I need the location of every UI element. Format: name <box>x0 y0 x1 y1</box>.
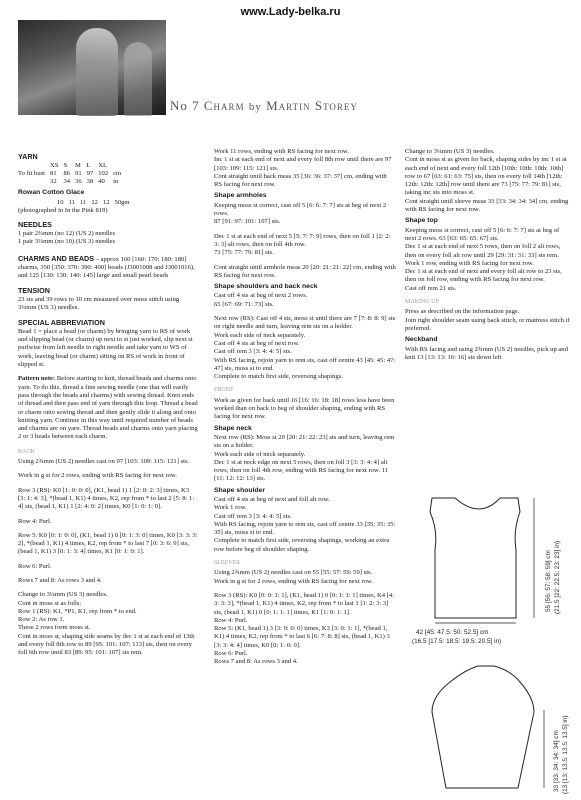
body-diagram <box>410 490 575 650</box>
balls-cell <box>18 199 57 207</box>
col2-p25: Complete to match first side, reversing shapings, working an extra row before beg of shoulder shaping. <box>214 537 390 553</box>
charms-block <box>18 255 198 281</box>
charms-text: – approx 160 [160: 170: 180: 180] charms, 350 [350: 370: 390: 400] beads (J3001008 and J3001016), and 125 [130: 130: 140: 145] large and small pearl beads <box>18 255 195 280</box>
model-figure <box>76 28 118 116</box>
size-cell <box>18 162 50 170</box>
body-length-in-label: (21.5 [22: 22.5: 23: 23] in) <box>554 540 561 614</box>
back-row4: Row 4: Purl. <box>18 517 52 525</box>
col2-p17: Work as given for back until 16 [16: 16: 18: 18] rows less have been worked than on back to beg of shoulder shaping, ending with RS facing for next row. <box>214 396 395 421</box>
col3-p4: Keeping moss st correct, cast off 5 [6: 6: 7: 7] sts at beg of next 2 rows. 63 [63: 65: 65: 67] sts. <box>405 226 560 242</box>
col3-p9: Press as described on the information page. <box>405 308 520 316</box>
sleeve-row5: Row 5: (K1, bead 1) 3 [3: 0: 0: 0] times, K3 [3: 0: 1: 1], *(bead 1, K1) 4 times, K2, rep from * to last 6 [6: 7: 8: 8] sts, (bead 1, K1) 3 [3: 3: 4: 4] times, K0 [0: 1: 0: 0]. <box>214 625 390 649</box>
fit-cell: 102 <box>98 170 109 178</box>
col3-p11: With RS facing and using 2¾mm (US 2) needles, pick up and knit 13 [13: 13: 16: 16] sts down left <box>405 345 568 361</box>
col3-p7: Dec 1 st at each end of next and every foll alt row to 23 sts, then on foll row, ending with RS facing for next row. <box>405 268 562 284</box>
col2-p26: Using 2¾mm (US 2) needles cast on 55 [55: 57: 59: 59] sts. <box>214 569 373 577</box>
sleeve-row4: Row 4: Purl. <box>214 616 248 624</box>
col2-p1: Work 11 rows, ending with RS facing for next row. <box>214 148 349 155</box>
yarn-name: Rowan Cotton Glace <box>18 189 85 197</box>
special-text: Bead 1 = place a bead (or charm) by bringing yarn to RS of work and slipping bead (or charm) up next to st just worked, slip next st purlwise from left needle to right needle and take yarn to WS of work, leaving bead (or charm) sitting on RS of work in front of slipped st. <box>18 327 193 369</box>
col2-p16: Complete to match first side, reversing shapings. <box>214 373 343 381</box>
balls-row <box>18 199 135 207</box>
col2-p10: 65 [67: 69: 71: 73] sts. <box>214 300 274 308</box>
making-up-heading: MAKING UP <box>405 299 439 306</box>
special-heading: SPECIAL ABBREVIATION <box>18 317 105 327</box>
col2-p24: With RS facing, rejoin yarn to rem sts, cast off centre 33 [35: 35: 35: 35] sts, moss st to end. <box>214 520 396 537</box>
back-row3: Row 3 (RS): K0 [1: 0: 0: 0], (K1, bead 1) 1 [2: 0: 2: 3] times, K3 [3: 1: 4: 3], *(bead 1, K1) 4 times, K2, rep from * to last 2 [5: 8: 1: 4] sts, (bead 1, K1) 1 [2: 4: 0: 2] times, K0 [1: 0: 1: 0]. <box>18 486 195 511</box>
col3-p3: Cont straight until sleeve meas 33 [33: 34: 34: 34] cm, ending with RS facing for next row. <box>405 197 569 214</box>
balls-cell: 12 <box>102 198 110 206</box>
sleeve-outline <box>432 666 534 788</box>
site-url[interactable]: www.Lady-belka.ru <box>240 6 341 18</box>
back-heading: BACK <box>18 448 35 455</box>
col2-p4: Keeping moss st correct, cast off 5 [6: 6: 7: 7] sts at beg of next 2 rows. <box>214 201 387 218</box>
balls-cell: 12 <box>91 198 98 206</box>
col2-p13: Cast off 4 sts at beg of next row. <box>214 339 300 347</box>
tension-heading: TENSION <box>18 285 50 295</box>
fit-cell: 81 <box>50 170 57 178</box>
col3-p2: Cont in moss st as given for back, shaping sides by inc 1 st at each end of next and every foll 12th [10th: 10th: 10th: 10th] row to 67 [63: 61: 63: 75] sts, then on every foll 14th [12th: 12th: 12th: 12th] row until there are 73 [75: 77: 79: 81] sts, taking inc sts into moss st. <box>405 156 567 197</box>
armholes-heading: Shape armholes <box>214 192 267 200</box>
sleeve-top-heading: Shape top <box>405 217 438 225</box>
sleeves-heading: SLEEVES <box>214 560 240 567</box>
pattern-note-text: Before starting to knit, thread beads and charms onto yarn. To do this, thread a fine sewing needle (one that will easily pass through the beads and charms) with sewing thread. Knot ends of thread and then pass end of yarn through this loop. Thread a bead or charm onto sewing thread and then gently slide it along and onto knitting yarn. Continue in this way until required number of beads and charms are on yarn. Thread beads and charms onto yarn placing 2 or 3 beads between each charm. <box>18 375 198 441</box>
pattern-note <box>18 375 198 441</box>
balls-cell: 10 <box>57 198 64 206</box>
pattern-note-label: Pattern note: <box>18 375 56 383</box>
size-cell <box>113 162 126 170</box>
body-width-in-label: (16.5 [17.5: 18.5: 19.5: 20.5] in) <box>412 638 502 645</box>
size-cell: L <box>86 162 91 170</box>
sleeve-rows78: Rows 7 and 8: As rows 3 and 4. <box>214 658 298 666</box>
by-word: by <box>248 101 262 113</box>
sleeve-row3: Row 3 (RS): K0 [0: 0: 1: 1], (K1, bead 1) 0 [0: 1: 1: 1] times, K4 [4: 3: 3: 3], *(bead 1, K1) 4 times, K2, rep from * to last 1 [1: 2: 3: 3] sts, (bead 1, K1) 0 [0: 1: 1: 1] times, K1 [1: 0: 1: 1]. <box>214 591 395 616</box>
sleeve-length-label: 33 [33: 34: 34: 34] cm <box>553 730 560 792</box>
body-length-label: 55 [56: 57: 58: 59] cm <box>545 550 552 612</box>
neckband-heading: Neckband <box>405 336 438 344</box>
size-cell: M <box>75 162 81 170</box>
col2-p20: Dec 1 st at neck edge on next 5 rows, then on foll 3 [3: 3: 4: 4] alt rows, then on foll 4th row, ending with RS facing for next row. 11 [11: 12: 12: 13] sts. <box>214 458 388 483</box>
column-2 <box>214 148 396 667</box>
col3-p6: Work 1 row, ending with RS facing for next row. <box>405 259 534 267</box>
fit-cell: cm <box>113 170 122 178</box>
charms-heading: CHARMS AND BEADS <box>18 253 95 263</box>
fit-cell <box>18 178 50 186</box>
back-shaping: Cont in moss st, shaping side seams by dec 1 st at each end of 13th and every foll 8th row to 89 [95: 101: 107: 113] sts, then on every foll 6th row until 83 [89: 95: 101: 107] sts rem. <box>18 632 195 657</box>
col2-p6: Dec 1 st at each end of next 5 [5: 7: 7: 9] rows, then on foll 1 [2: 2: 3: 3] alt rows, then on foll 4th row. <box>214 232 391 248</box>
size-cell: S <box>63 162 68 170</box>
fit-row <box>18 170 126 178</box>
neck-heading: Shape neck <box>214 424 252 432</box>
col2-p18: Next row (RS): Moss st 20 [20: 21: 22: 23] sts and turn, leaving rem sts on a holder. <box>214 433 395 450</box>
col2-p9: Cast off 4 sts at beg of next 2 rows. <box>214 292 308 300</box>
back-cast-on: Using 2¾mm (US 2) needles cast on 97 [103: 109: 115: 121] sts. <box>18 458 190 466</box>
balls-cell: 11 <box>68 198 75 206</box>
size-row <box>18 162 126 170</box>
fit-cell: 36 <box>75 178 82 186</box>
back-row5: Row 5: K0 [0: 1: 0: 0], (K1, bead 1) 0 [0: 1: 3: 0] times, K0 [3: 3: 3: 2], *(bead 1, K1) 4 times, K2, rep from * to last 7 [0: 3: 6: 9] sts, (bead 1, K1) 3 [0: 1: 3: 4] times, K1 [0: 1: 0: 1]. <box>18 531 198 556</box>
needles-line-2: 1 pair 3¼mm (no 10) (US 3) needles <box>18 238 116 246</box>
fit-cell: 40 <box>98 178 105 186</box>
sleeve-row6: Row 6: Purl. <box>214 650 248 658</box>
col2-p7: 73 [75: 77: 79: 81] sts. <box>214 249 274 257</box>
garment-photo <box>18 20 166 115</box>
back-row6: Row 6: Purl. <box>18 562 52 570</box>
body-width-label: 42 [45: 47.5: 50: 52.5] cm <box>416 629 489 636</box>
pattern-name: Charm <box>203 98 245 113</box>
col2-p15: With RS facing, rejoin yarn to rem sts, cast off centre 43 [45: 45: 47: 47] sts, moss st to end. <box>214 356 396 372</box>
balls-cell: 11 <box>79 198 87 206</box>
column-3 <box>405 148 570 362</box>
back-change-needles: Change to 3¼mm (US 3) needles. <box>18 591 108 599</box>
fit-cell: 97 <box>86 170 94 178</box>
sleeve-diagram <box>410 660 575 800</box>
back-row-2: Row 2: As row 1. <box>18 616 65 624</box>
needles-line-1: 1 pair 2¾mm (no 12) (US 2) needles <box>18 230 116 238</box>
col2-p14: Cast off rem 3 [3: 4: 4: 5] sts. <box>214 348 292 356</box>
col2-p3: Cont straight until back meas 35 [36: 36: 37: 37] cm, ending with RS facing for next row. <box>214 172 387 189</box>
balls-cell: 50gm <box>114 198 130 206</box>
back-gst: Work in g st for 2 rows, ending with RS facing for next row. <box>18 472 177 480</box>
back-rows78: Rows 7 and 8: As rows 3 and 4. <box>18 576 102 584</box>
designer-name: Martin Storey <box>266 98 358 113</box>
back-moss-form: These 2 rows form moss st. <box>18 624 91 632</box>
pattern-number: No 7 <box>170 98 200 113</box>
col2-p12: Work each side of neck separately. <box>214 331 306 339</box>
size-table <box>18 162 126 186</box>
sleeve-length-in-label: (13 [13: 13.5: 13.5: 13.5] in) <box>562 715 569 794</box>
col2-p21: Cast off 4 sts at beg of next and foll alt row. <box>214 495 330 503</box>
model-figure-2 <box>124 42 152 116</box>
fit-in-row <box>18 178 126 186</box>
col2-p22: Work 1 row. <box>214 504 247 512</box>
photo-note: (photographed in In the Pink 819) <box>18 206 108 214</box>
front-heading: FRONT <box>214 387 234 394</box>
fit-cell: To fit bust <box>18 170 46 178</box>
col2-p8: Cont straight until armhole meas 20 [20: 21: 21: 22] cm, ending with RS facing for next row. <box>214 263 396 279</box>
shoulders-heading: Shape shoulders and back neck <box>214 283 318 291</box>
fit-cell: in <box>113 178 119 186</box>
fit-cell: 34 <box>63 178 71 186</box>
body-outline <box>430 498 520 618</box>
col2-p27: Work in g st for 2 rows, ending with RS facing for next row. <box>214 577 373 585</box>
back-row-1: Row 1 (RS): K1, *P1, K1, rep from * to end. <box>18 607 137 615</box>
yarn-heading: YARN <box>18 152 38 161</box>
col2-p11: Next row (RS): Cast off 4 sts, moss st until there are 7 [7: 8: 8: 9] sts on right needle and turn, leaving rem sts on a holder. <box>214 315 396 331</box>
col2-p2: Inc 1 st at each end of next and every foll 8th row until there are 97 [103: 109: 115: 121] sts. <box>214 156 392 172</box>
col2-p23: Cast off rem 3 [3: 4: 4: 5] sts. <box>214 512 292 520</box>
column-1 <box>18 148 198 658</box>
needles-heading: NEEDLES <box>18 219 52 229</box>
tension-text: 23 sts and 39 rows to 10 cm measured over moss stitch using 3¼mm (US 3) needles. <box>18 295 180 312</box>
fit-cell: 91 <box>75 170 82 178</box>
fit-cell: 38 <box>86 178 94 186</box>
col3-p1: Change to 3¼mm (US 3) needles. <box>405 148 495 155</box>
pattern-title <box>170 98 358 114</box>
col3-p10: Join right shoulder seam using back stitch, or mattress stitch if preferred. <box>405 316 570 332</box>
col3-p8: Cast off rem 21 sts. <box>405 284 457 292</box>
col2-p5: 87 [91: 97: 101: 107] sts. <box>214 218 281 226</box>
size-cell: XL <box>98 162 108 170</box>
shoulder-heading: Shape shoulder <box>214 486 265 494</box>
fit-cell: 32 <box>50 178 57 186</box>
col2-p19: Work each side of neck separately. <box>214 450 306 458</box>
fit-cell: 86 <box>63 170 71 178</box>
size-cell: XS <box>50 162 59 170</box>
balls-table <box>18 199 135 207</box>
back-moss: Cont in moss st as folls: <box>18 599 82 607</box>
col3-p5: Dec 1 st at each end of next 5 rows, then on foll 2 alt rows, then on every foll alt row until 29 [29: 31: 31: 33] sts rem. <box>405 243 561 259</box>
